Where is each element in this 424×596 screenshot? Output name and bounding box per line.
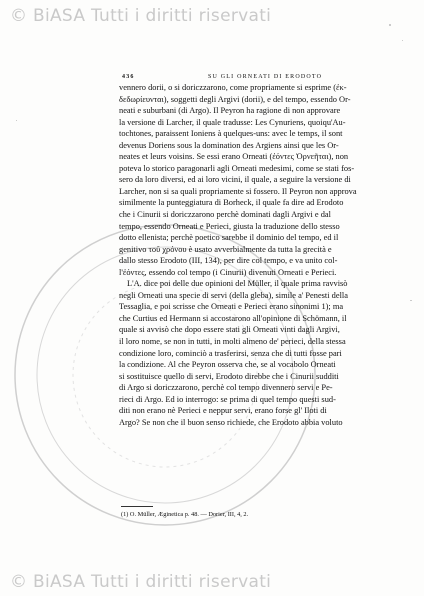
scan-speck [389, 24, 391, 26]
text-line: Larcher, non si sa quali propriamente si fossero. Il Peyron non approva [119, 186, 357, 196]
text-line: quale si avvisò che dopo essere stati gli Orneati vinti dagli Argivi, [119, 325, 340, 335]
text-line: dallo stesso Erodoto (III, 134), per dire col tempo, e va unito col- [119, 256, 338, 266]
text-line: Tessaglia, e poi scrisse che Orneati e Perieci erano sinonimi 1); ma [119, 302, 344, 312]
text-line: si sostituisce quello di servi, Erodoto direbbe che i Cinurii sudditi [119, 371, 339, 381]
text-line: la condizione. Al che Peyron osserva che, se al vocabolo Orneati [119, 360, 336, 370]
text-line: L'A. dice poi delle due opinioni del Müller, il quale prima ravvisò [127, 279, 348, 289]
text-line: l'ἐόντες, essendo col tempo (i Cinurii) divenuti Orneati e Perieci. [119, 267, 337, 277]
text-line: dotto ellenista; perchè poetico sarebbe il dominio del tempo, ed il [119, 233, 339, 243]
text-line: sero da loro diversi, ed ai loro vicini, il quale, a seguire la versione di [119, 175, 351, 185]
text-line: la versione di Larcher, il quale tradusse: Les Cynuriens, quoiqu'Au- [119, 117, 346, 127]
text-line: tochtones, paraissent Ioniens à quelques-uns: avec le temps, il sont [119, 129, 343, 139]
scan-speck [402, 40, 403, 41]
text-line: δεδωρίευνται), soggetti degli Argivi (dorii), e del tempo, essendo Or- [119, 94, 351, 104]
text-line: che Curtius ed Hermann si accostarono all'opinione di Schömann, il [119, 313, 347, 323]
page-number: 436 [122, 74, 135, 80]
text-line: rieci di Argo. Ed io interrogo: se prima di quel tempo questi sud- [119, 394, 336, 404]
text-line: diti non erano nè Perieci e neppur servi, erano forse gl' Iloti di [119, 406, 327, 416]
text-line: vennero dorii, o si doriczzarono, come propriamente si esprime (ἐκ- [119, 83, 347, 92]
watermark-top: © BiASA Tutti i diritti riservati [10, 6, 272, 26]
footnote: (1) O. Müller, Æginetica p. 48. — Dorier, III, 4, 2. [121, 511, 249, 518]
text-line: poteva lo storico paragonarli agli Orneati medesimi, come se stati fos- [119, 163, 355, 173]
text-line: il loro nome, se non in tutti, in molti almeno de' perieci, della stessa [119, 337, 346, 347]
text-line: genitivo τοῦ χρόνου è usato avverbialmente da tutta la grecità e [119, 244, 332, 254]
running-title: SU GLI ORNEATI DI ERODOTO [208, 74, 323, 80]
footnote-divider [121, 506, 153, 507]
watermark-bottom: © BiASA Tutti i diritti riservati [10, 572, 272, 592]
text-line: devenus Doriens sous la domination des Argiens ainsi que les Or- [119, 140, 339, 150]
text-line: similmente la punteggiatura di Borheck, il quale fa dire ad Erodoto [119, 198, 344, 208]
body-text [119, 82, 387, 428]
scan-speck [16, 120, 17, 121]
text-line: neati e suburbani (di Argo). Il Peyron ha ragione di non approvare [119, 106, 341, 116]
text-line: tempo, essendo Orneati e Perieci, giusta la traduzione dello stesso [119, 221, 340, 231]
text-line: Argo? Se non che il buon senso richiede, che Erodoto abbia voluto [119, 417, 343, 427]
text-line: negli Orneati una specie di servi (della gleba), simile a' Penesti della [119, 290, 348, 300]
text-line: condizione loro, cominciò a trasferirsi, senza che di tutti fosse pari [119, 348, 342, 358]
text-line: che i Cinurii si doriczzarono perchè dominati dagli Argivi e dal [119, 210, 331, 220]
text-line: di Argo si doriczzarono, perchè col tempo divennero servi e Pe- [119, 383, 333, 393]
text-line: neates et leurs voisins. Se essi erano Orneati (ἐόντες Ὀρνεῆται), non [119, 152, 349, 162]
scan-speck [410, 300, 412, 301]
